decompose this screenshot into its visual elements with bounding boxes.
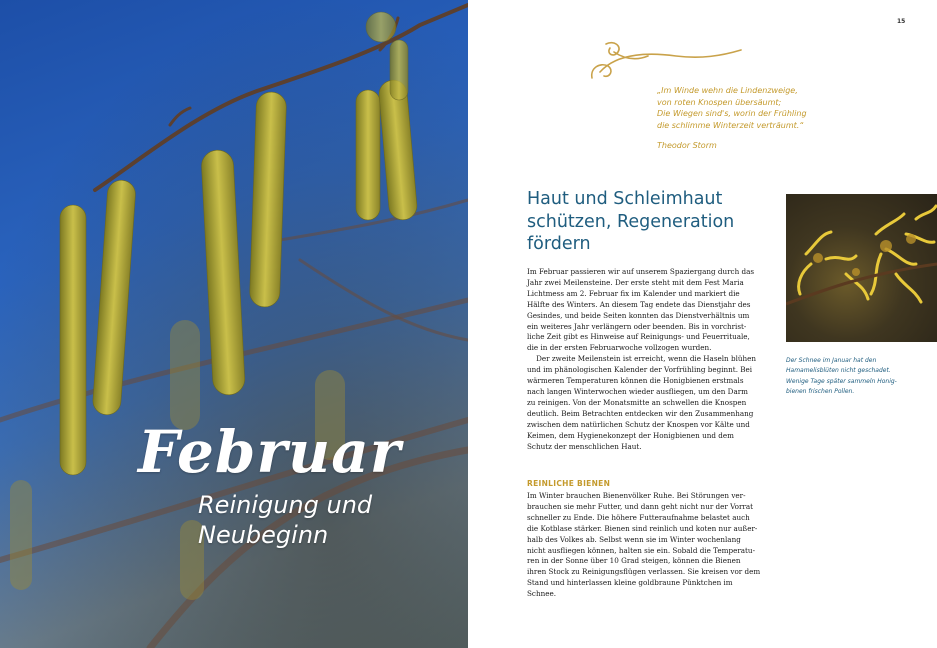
- left-page-photo: [0, 0, 468, 648]
- body-line: die Kotblase stärker. Bienen sind reinlich und koten nur außer-: [527, 523, 758, 533]
- caption-line: Hamamelisblüten nicht geschadet.: [786, 367, 891, 375]
- body-line: liche Zeit gibt es Hinweise auf Reinigungs- und Feuerrituale,: [527, 332, 750, 342]
- heading-line: schützen, Regeneration: [527, 211, 735, 232]
- subsection-text: [527, 491, 775, 600]
- body-line: Im Winter brauchen Bienenvölker Ruhe. Bei Störungen ver-: [527, 491, 746, 500]
- body-line: wärmeren Temperaturen können die Honigbienen erstmals: [527, 376, 744, 386]
- body-line: Im Februar passieren wir auf unserem Spaziergang durch das: [527, 267, 755, 276]
- page-number: 15: [897, 18, 906, 25]
- subsection-title: REINLICHE BIENEN: [527, 479, 611, 488]
- body-line: nach langen Winterwochen wieder ausfliegen, um den Darm: [527, 386, 748, 396]
- body-line: Hälfte des Winters. An diesem Tag endete das Dienstjahr des: [527, 299, 751, 309]
- body-line: Stand und hinterlassen kleine goldbraune Pünktchen im: [527, 578, 733, 588]
- body-line: brauchen sie mehr Futter, und dann geht nicht nur der Vorrat: [527, 501, 754, 511]
- quote-line: von roten Knospen übersäumt;: [657, 97, 782, 107]
- heading-line: fördern: [527, 234, 591, 254]
- caption-line: Wenige Tage später sammeln Honig-: [786, 377, 897, 385]
- body-line: Schnee.: [527, 589, 556, 599]
- quote-line: Die Wiegen sind's, worin der Frühling: [657, 109, 807, 118]
- body-line: und im phänologischen Kalender der Vorfrühling beginnt. Bei: [527, 365, 753, 375]
- section-heading: [527, 188, 757, 256]
- body-line: schneller zu Ende. Die höhere Futteraufnahme belastet auch: [527, 512, 750, 522]
- body-line: zu reinigen. Von der Monatsmitte an schwellen die Knospen: [527, 397, 747, 407]
- photo-caption: [786, 356, 936, 397]
- body-line: Der zweite Meilenstein ist erreicht, wenn die Haseln blühen: [527, 354, 757, 364]
- subtitle-line: Neubeginn: [198, 521, 329, 549]
- body-text: [527, 267, 775, 452]
- right-page: [468, 0, 937, 648]
- body-line: deutlich. Beim Betrachten entdecken wir den Zusammenhang: [527, 408, 754, 418]
- poem-quote: [657, 85, 857, 131]
- body-line: Gesindes, und beide Seiten konnten das Dienstverhältnis um: [527, 310, 750, 320]
- hazel-catkins-photo: [0, 0, 468, 648]
- body-line: Jahr zwei Meilensteine. Der erste steht mit dem Fest Maria: [527, 277, 744, 287]
- caption-line: Der Schnee im Januar hat den: [786, 357, 877, 364]
- body-line: Schutz der menschlichen Haut.: [527, 441, 642, 451]
- quote-line: die schlimme Winterzeit verträumt.“: [657, 120, 804, 130]
- month-subtitle: [198, 490, 428, 550]
- witch-hazel-flowers-image: [786, 194, 937, 342]
- quote-author: Theodor Storm: [657, 141, 717, 150]
- body-line: Lichtmess am 2. Februar fix im Kalender und markiert die: [527, 288, 740, 298]
- body-line: ihren Stock zu Reinigungsflügen verlassen. Sie kreisen vor dem: [527, 567, 761, 577]
- subtitle-line: Reinigung und: [198, 491, 373, 519]
- month-title: Februar: [138, 418, 402, 486]
- body-line: zwischen dem natürlichen Schutz der Knospen vor Kälte und: [527, 419, 750, 429]
- heading-line: Haut und Schleimhaut: [527, 189, 723, 209]
- body-line: ren in der Sonne über 10 Grad steigen, können die Bienen: [527, 556, 741, 566]
- caption-line: bienen frischen Pollen.: [786, 387, 855, 395]
- quote-line: „Im Winde wehn die Lindenzweige,: [657, 86, 798, 95]
- flourish-ornament-icon: [586, 34, 746, 84]
- body-line: Keimen, dem Hygienekonzept der Honigbienen und dem: [527, 430, 734, 440]
- body-line: ein weiteres Jahr verlängern oder beenden. Bis in vorchrist-: [527, 321, 747, 331]
- body-line: halb des Volkes ab. Selbst wenn sie im Winter wochenlang: [527, 534, 741, 544]
- body-line: die in der ersten Februarwoche vollzogen wurden.: [527, 343, 712, 353]
- witch-hazel-photo: [786, 194, 937, 342]
- body-line: nicht ausfliegen können, halten sie ein. Sobald die Temperatu-: [527, 545, 755, 555]
